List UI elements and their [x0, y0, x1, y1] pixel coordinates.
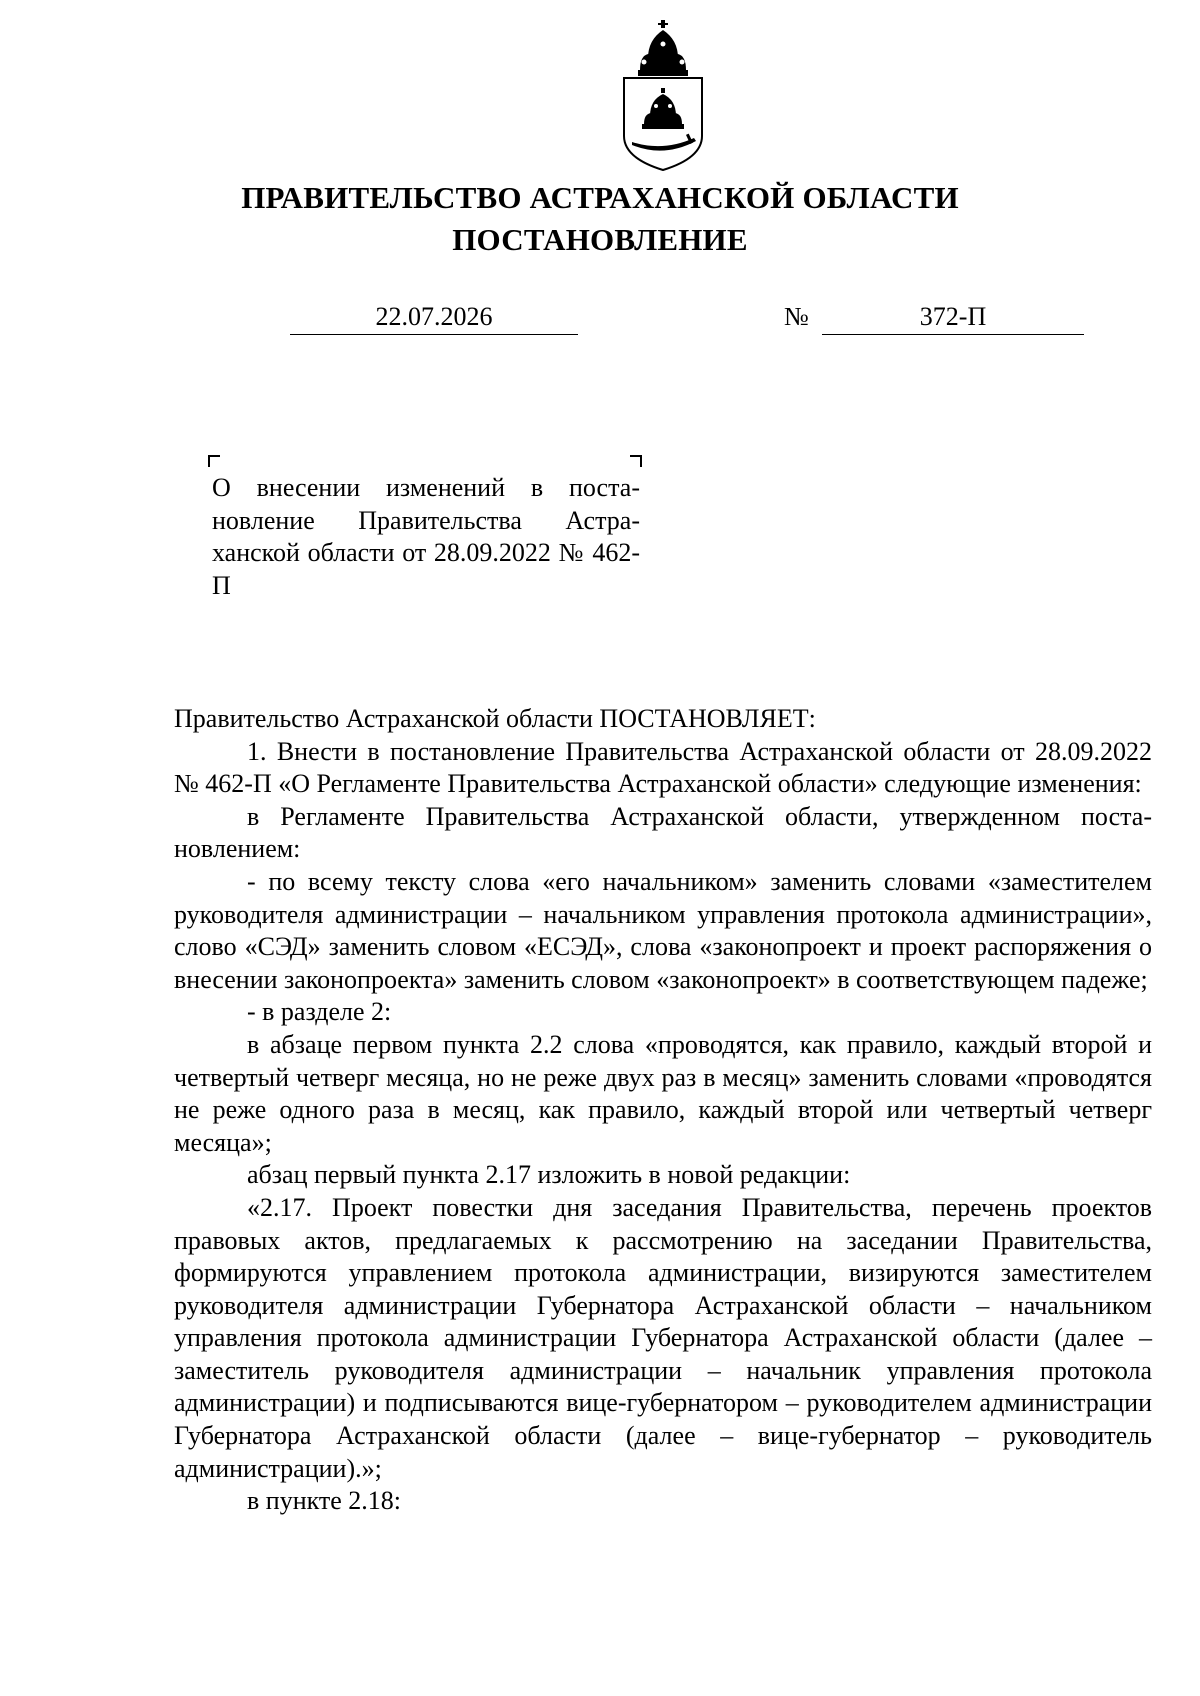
- body-paragraph: - по всему тексту слова «его начальником» заменить словами «заместителем руководителя администрации – начальником управления протокола администрации», слово «СЭД» заменить словом «ЕСЭД», слова «законопроект и проект распоряжения о внесении законопроекта» заменить словом «законопроект» в соответствующем падеже;: [174, 866, 1152, 994]
- document-number: 372-П: [822, 300, 1084, 335]
- organization-title: ПРАВИТЕЛЬСТВО АСТРАХАНСКОЙ ОБЛАСТИ: [241, 180, 959, 215]
- body-paragraph: в Регламенте Правительства Астраханской области, утвержденном постановлением:: [174, 801, 1152, 864]
- body-paragraph: в абзаце первом пункта 2.2 слова «проводятся, как правило, каждый второй и четвертый четверг месяца, но не реже двух раз в месяц» заменить словами «проводятся не реже одного раза в месяц, как правило, каждый второй или четвертый четверг месяца»;: [174, 1029, 1152, 1157]
- subject-corner-mark-right: [630, 455, 642, 467]
- body-paragraph: - в разделе 2:: [247, 997, 392, 1027]
- body-paragraph: «2.17. Проект повестки дня заседания Правительства, перечень проектов правовых актов, предлагаемых к рассмотрению на заседании Правительства, формируются управлением протокола администрации, визируются заместителем руководителя администрации Губернатора Астраханской области – начальником управления протокола администрации Губернатора Астраханской области (далее – заместитель руководителя администрации – начальник управления протокола администрации) и подписываются вице-губернатором – руководителем администрации Губернатора Астраханской области (далее – вице-губернатор – руководитель администрации).»;: [174, 1192, 1152, 1483]
- coat-of-arms-icon: [618, 18, 708, 173]
- body-paragraph-preamble: Правительство Астраханской области ПОСТАНОВЛЯЕТ:: [174, 704, 816, 733]
- document-type-title: ПОСТАНОВЛЕНИЕ: [452, 222, 748, 257]
- number-sign: №: [784, 302, 809, 331]
- body-paragraph: 1. Внести в постановление Правительства Астраханской области от 28.09.2022 № 462-П «О Регламенте Правительства Астраханской области» следующие изменения:: [174, 736, 1152, 799]
- document-date: 22.07.2026: [290, 300, 578, 335]
- document-body: [174, 703, 1152, 1518]
- subject-corner-mark-left: [208, 455, 220, 467]
- body-paragraph: абзац первый пункта 2.17 изложить в новой редакции:: [247, 1160, 851, 1190]
- document-subject: О внесении изменений в постановление Правительства Астраханской области от 28.09.2022 № 462-П: [212, 473, 640, 600]
- body-paragraph: в пункте 2.18:: [247, 1486, 402, 1516]
